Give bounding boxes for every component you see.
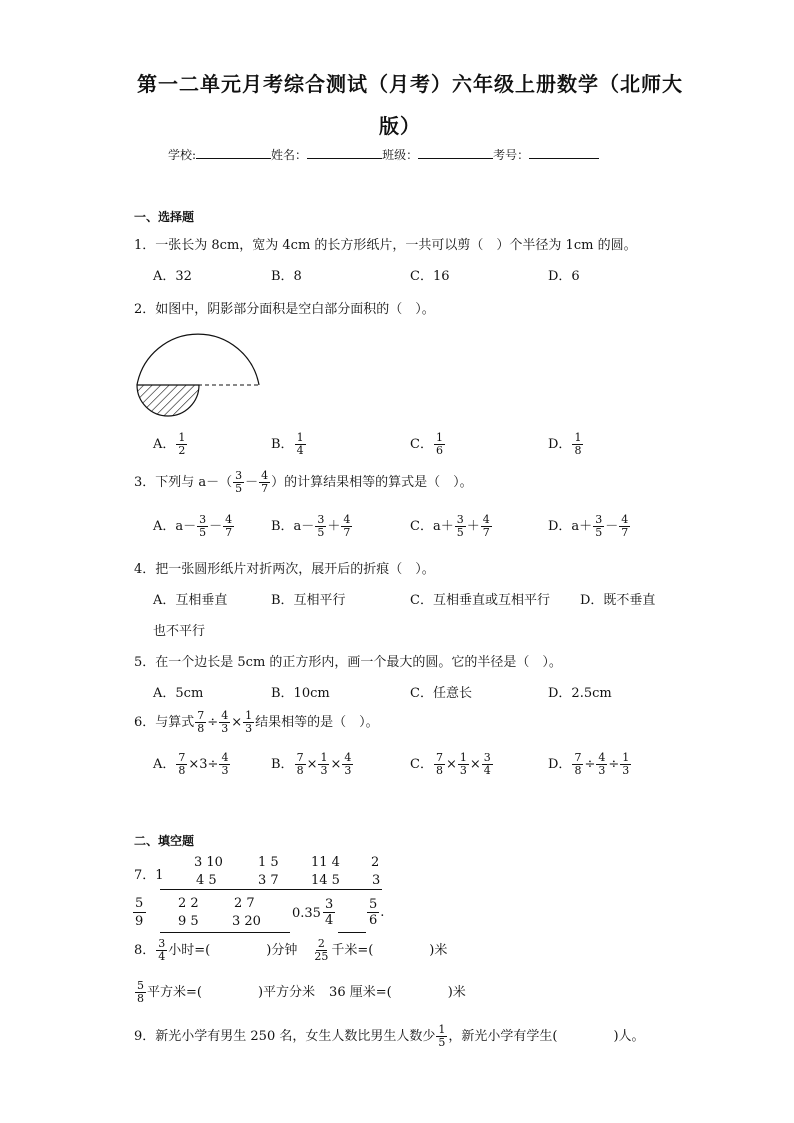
option-c: C．a＋ $\frac{3}{5}$ ＋ $\frac{4}{7}$ (410, 513, 490, 539)
q7-cell: 9 (135, 914, 144, 929)
q7-cell: 14 5 (311, 873, 340, 888)
question-2: 2．如图中，阴影部分面积是空白部分面积的（ ）。 (134, 302, 435, 317)
option-c: C． $\frac{7}{8}$ × $\frac{1}{3}$ × $\frac{3}{4}$ (410, 751, 491, 777)
option-c: C．16 (410, 269, 450, 284)
option-b: B．互相平行 (271, 593, 346, 608)
option-b: B．a－ $\frac{3}{5}$ ＋ $\frac{4}{7}$ (271, 513, 351, 539)
number-blank[interactable] (529, 157, 599, 159)
q7-fraction-2: $\frac{5}{6}$ . (369, 897, 385, 928)
page-title: 第一二单元月考综合测试（月考）六年级上册数学（北师大 (137, 72, 683, 96)
q7-rule (133, 912, 146, 913)
option-c: C．任意长 (410, 686, 472, 701)
question-9: 9．新光小学有男生 250 名，女生人数比男生人数少 $\frac{1}{5}$ ，新光小学有学生( )人。 (134, 1023, 645, 1049)
question-3: 3．下列与 a－（ $\frac{3}{5}$ － $\frac{4}{7}$ ）的计算结果相等的算式是（ ）。 (134, 469, 473, 495)
question-7-label: 7．1 (134, 868, 164, 883)
option-d-continued: 也不平行 (153, 624, 206, 639)
option-d: D．2.5cm (548, 686, 612, 701)
option-b: B． $\frac{7}{8}$ × $\frac{1}{3}$ × $\frac{4}{3}$ (271, 751, 352, 777)
name-label: 姓名： (271, 148, 308, 162)
q7-cell: 2 (371, 855, 380, 870)
question-8-row2: $\frac{5}{8}$ 平方米=( )平方分米 36 厘米=( )米 (137, 979, 466, 1005)
option-b: B．8 (271, 269, 302, 284)
school-blank[interactable] (196, 157, 271, 159)
question-8: 8． $\frac{3}{4}$ 小时=( )分钟 $\frac{2}{25}$ 千米=( )米 (134, 937, 448, 963)
semicircle-figure (132, 320, 267, 420)
option-a: A． $\frac{1}{2}$ (153, 431, 186, 457)
q7-cell: 5 (135, 896, 144, 911)
option-a: A．互相垂直 (153, 593, 228, 608)
option-c: C．互相垂直或互相平行 (410, 593, 550, 608)
question-6: 6．与算式 $\frac{7}{8}$ ÷ $\frac{4}{3}$ × $\frac{1}{3}$ 结果相等的是（ ）。 (134, 709, 379, 735)
question-4: 4．把一张圆形纸片对折两次，展开后的折痕（ ）。 (134, 562, 435, 577)
q7-cell: 3 (372, 873, 381, 888)
q7-decimal: 0.35 (292, 906, 321, 921)
option-b: B．10cm (271, 686, 330, 701)
question-1: 1．一张长为 8cm，宽为 4cm 的长方形纸片，一共可以剪（ ）个半径为 1cm 的圆。 (134, 238, 637, 253)
class-blank[interactable] (418, 157, 493, 159)
section-heading: 一、选择题 (134, 210, 195, 224)
option-d: D． $\frac{7}{8}$ ÷ $\frac{4}{3}$ ÷ $\frac{1}{3}$ (548, 751, 630, 777)
q7-cell: 11 4 (311, 855, 340, 870)
option-c: C． $\frac{1}{6}$ (410, 431, 443, 457)
q7-cell: 1 5 (258, 855, 279, 870)
q7-cell: 2 7 (234, 896, 255, 911)
q7-cell: 3 7 (258, 873, 279, 888)
name-blank[interactable] (307, 157, 382, 159)
q7-cell: 4 5 (196, 873, 217, 888)
option-a: A． $\frac{7}{8}$ ×3÷ $\frac{4}{3}$ (153, 751, 229, 777)
q7-cell: 2 2 (178, 896, 199, 911)
option-b: B． $\frac{1}{4}$ (271, 431, 304, 457)
option-d: D．既不垂直 (580, 593, 656, 608)
question-5: 5．在一个边长是 5cm 的正方形内，画一个最大的圆。它的半径是（ ）。 (134, 655, 562, 670)
option-d: D． $\frac{1}{8}$ (548, 431, 582, 457)
section-heading: 二、填空题 (134, 834, 195, 848)
number-label: 考号： (493, 148, 530, 162)
q7-cell: 3 20 (232, 914, 261, 929)
student-info (168, 146, 599, 163)
option-d: D．a＋ $\frac{3}{5}$ － $\frac{4}{7}$ (548, 513, 629, 539)
q7-cell: 9 5 (178, 914, 199, 929)
q7-rule (160, 932, 290, 933)
option-a: A．32 (153, 269, 192, 284)
option-a: A．5cm (153, 686, 204, 701)
option-d: D．6 (548, 269, 580, 284)
school-label: 学校: (168, 148, 197, 162)
q7-rule (160, 889, 382, 890)
class-label: 班级： (382, 148, 419, 162)
q7-cell: 3 10 (194, 855, 223, 870)
page-title-cont: 版） (379, 114, 421, 138)
q7-rule (338, 932, 366, 933)
q7-fraction-1: $\frac{3}{4}$ (325, 897, 334, 928)
option-a: A．a－ $\frac{3}{5}$ － $\frac{4}{7}$ (153, 513, 233, 539)
